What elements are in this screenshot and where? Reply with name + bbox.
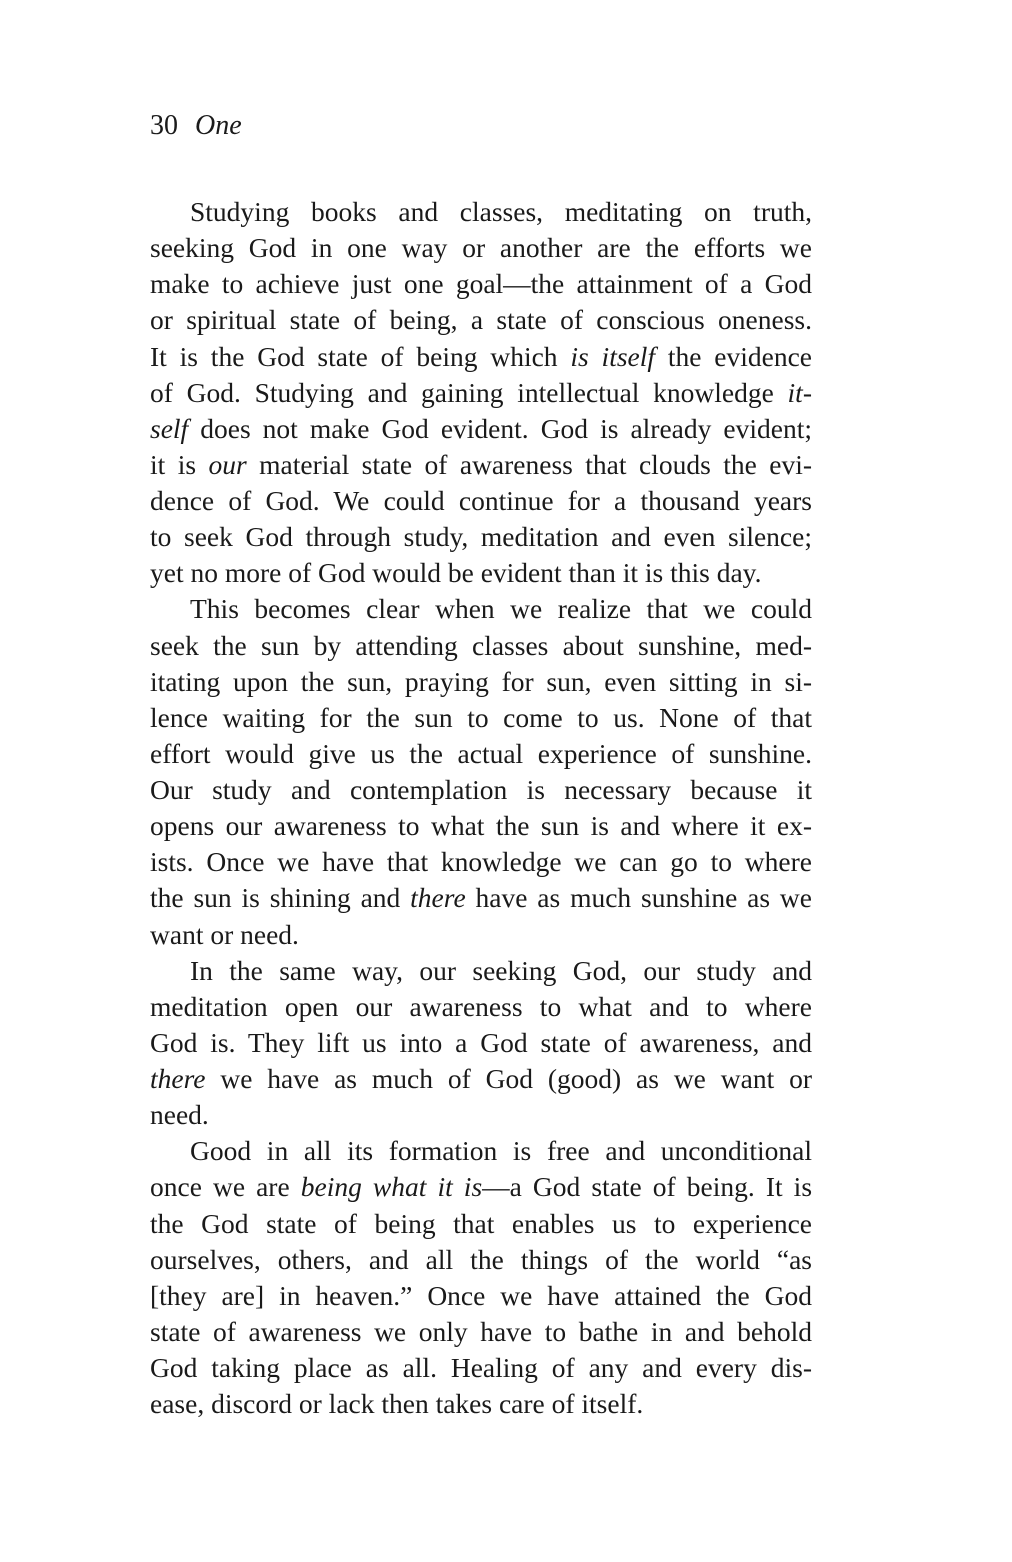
running-head [150, 108, 242, 144]
text-line: of God. Studying and gaining intellectual knowledge it- [150, 376, 812, 408]
text-line: God is. They lift us into a God state of awareness, and [150, 1026, 812, 1058]
text-line: ists. Once we have that knowledge we can go to where [150, 846, 812, 878]
text-line: to seek God through study, meditation and even silence; [150, 521, 812, 553]
text-line: Good in all its formation is free and unconditional [190, 1135, 812, 1167]
text-line: ease, discord or lack then takes care of itself. [150, 1388, 644, 1420]
text-line: meditation open our awareness to what and to where [150, 990, 812, 1022]
text-line: self does not make God evident. God is already evident; [150, 412, 812, 444]
text-line: want or need. [150, 918, 299, 950]
text-line: seek the sun by attending classes about sunshine, med- [150, 629, 812, 661]
text-line: In the same way, our seeking God, our study and [190, 954, 812, 986]
page-number: 30 [150, 110, 178, 141]
text-line: or spiritual state of being, a state of conscious oneness. [150, 304, 812, 336]
text-line: make to achieve just one goal—the attainment of a God [150, 268, 812, 300]
text-line: need. [150, 1099, 209, 1131]
text-line: God taking place as all. Healing of any and every dis- [150, 1352, 812, 1383]
text-line: the sun is shining and there have as much sunshine as we [150, 882, 812, 914]
text-line: yet no more of God would be evident than it is this day. [150, 557, 762, 589]
text-line: once we are being what it is—a God state of being. It is [150, 1171, 813, 1203]
text-line: effort would give us the actual experience of sunshine. [150, 737, 812, 769]
text-line: itating upon the sun, praying for sun, even sitting in si- [150, 665, 812, 697]
text-line: dence of God. We could continue for a thousand years [150, 485, 812, 516]
text-line: Studying books and classes, meditating on truth, [190, 196, 812, 227]
body-text [150, 194, 812, 1422]
text-line: opens our awareness to what the sun is and where it ex- [150, 810, 812, 842]
text-line: ourselves, others, and all the things of the world “as [150, 1243, 812, 1275]
text-line: [they are] in heaven.” Once we have attained the God [150, 1279, 812, 1311]
text-line: It is the God state of being which is itself the evidence [150, 340, 813, 372]
text-line: state of awareness we only have to bathe in and behold [150, 1315, 812, 1347]
text-line: Our study and contemplation is necessary because it [150, 774, 812, 805]
text-line: it is our material state of awareness that clouds the evi- [150, 448, 812, 480]
text-line: the God state of being that enables us to experience [150, 1207, 812, 1239]
text-line: seeking God in one way or another are the efforts we [150, 232, 812, 264]
text-line: there we have as much of God (good) as we want or [150, 1063, 812, 1094]
text-line: lence waiting for the sun to come to us. None of that [150, 701, 812, 733]
text-line: This becomes clear when we realize that we could [190, 593, 812, 625]
chapter-title: One [195, 110, 242, 141]
